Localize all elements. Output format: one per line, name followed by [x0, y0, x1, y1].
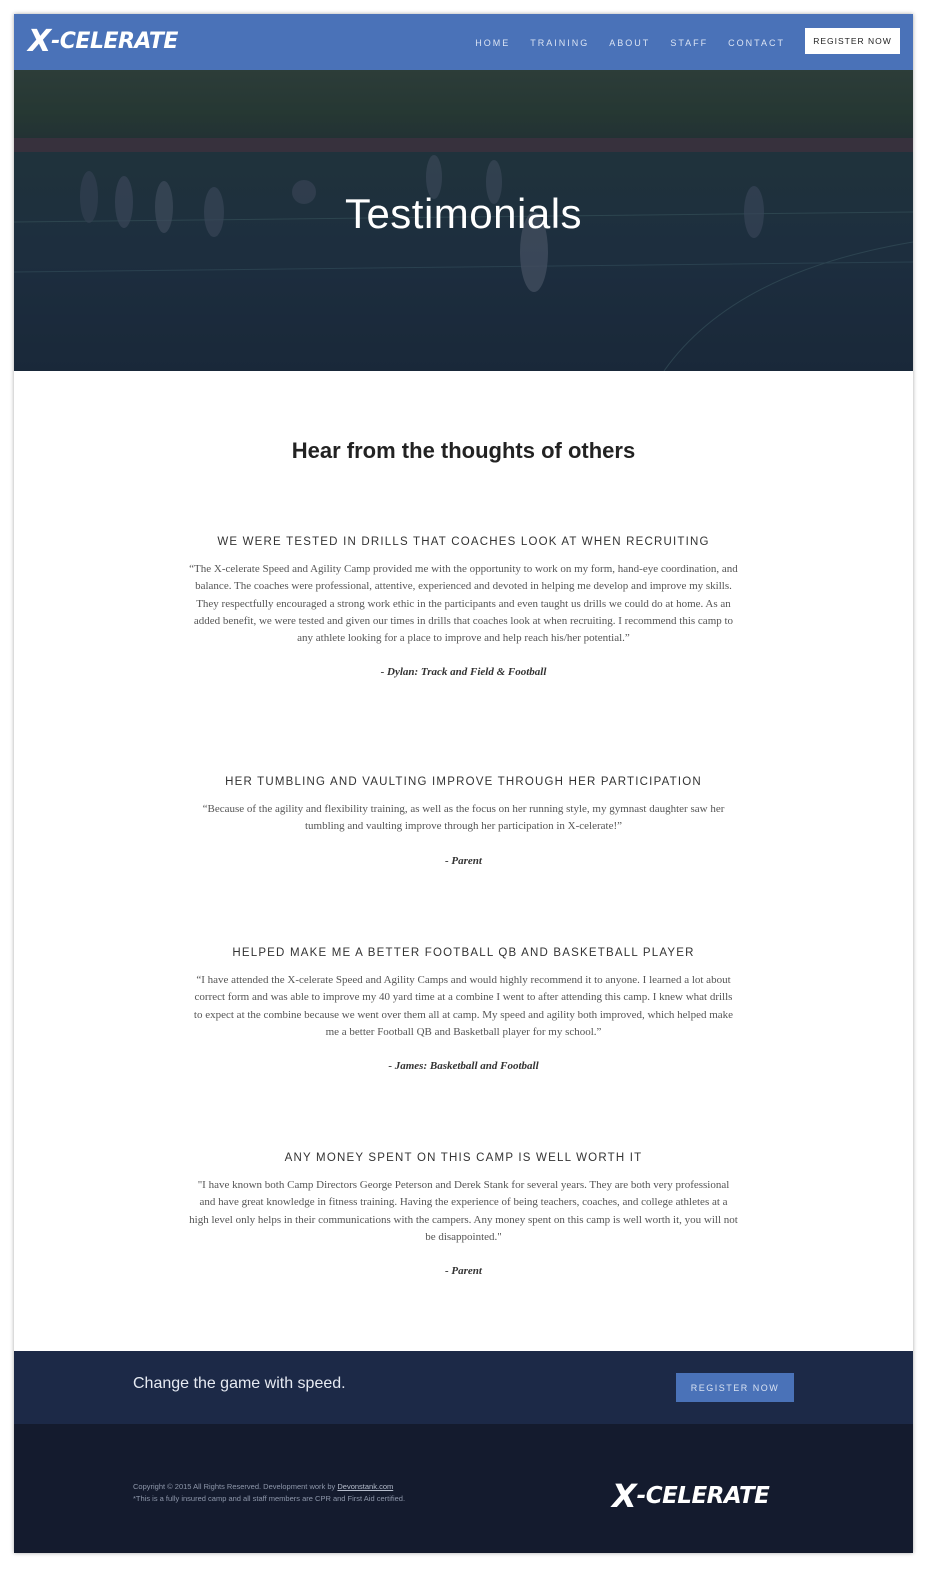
- copyright-block: [133, 1481, 405, 1505]
- testimonial-card: [189, 1150, 738, 1279]
- nav-about[interactable]: ABOUT: [609, 38, 651, 48]
- testimonial-author: - Parent: [445, 1265, 482, 1278]
- testimonial-card: [189, 945, 738, 1074]
- register-now-button[interactable]: REGISTER NOW: [805, 28, 900, 54]
- testimonial-quote: "I have known both Camp Directors George Peterson and Derek Stank for several years. They are both very professional and have great knowledge in fitness training. Having the experience of being teachers, coaches, and college athletes at a high level only helps in their communications with the campers. Any money spent on this camp is well worth it, you will not be disappointed.": [189, 1179, 738, 1243]
- site-header: [14, 14, 913, 70]
- testimonial-card: [189, 534, 738, 680]
- testimonial-quote: “I have attended the X-celerate Speed and Agility Camps and would highly recommend it to anyone. I learned a lot about correct form and was able to improve my 40 yard time at a combine I went to after attending this camp. I knew what drills to expect at the combine because we went over them all at camp. My speed and agility both improved, which helped make me a better Football QB and Basketball player for my school.”: [193, 974, 734, 1038]
- main-nav: [475, 36, 805, 50]
- nav-staff[interactable]: STAFF: [670, 38, 709, 48]
- nav-home[interactable]: HOME: [475, 38, 511, 48]
- logo-wordmark: -CELERATE: [51, 29, 178, 54]
- site-logo[interactable]: [28, 26, 178, 58]
- testimonial-quote: “Because of the agility and flexibility training, as well as the focus on her running style, my gymnast daughter saw her tumbling and vaulting improve through her participation in X-celerate!”: [202, 803, 725, 833]
- nav-training[interactable]: TRAINING: [530, 38, 590, 48]
- copyright-text: Copyright © 2015 All Rights Reserved. Development work by: [133, 1482, 338, 1491]
- hero-banner: [14, 70, 913, 371]
- testimonial-author: - Dylan: Track and Field & Football: [380, 666, 547, 679]
- testimonial-title: HELPED MAKE ME A BETTER FOOTBALL QB AND BASKETBALL PLAYER: [232, 947, 695, 959]
- nav-contact[interactable]: CONTACT: [728, 38, 785, 48]
- copyright-line: [133, 1481, 405, 1493]
- testimonial-title: HER TUMBLING AND VAULTING IMPROVE THROUGH HER PARTICIPATION: [225, 776, 702, 788]
- section-heading: Hear from the thoughts of others: [291, 438, 636, 463]
- cta-band: [14, 1351, 913, 1424]
- testimonial-author: - Parent: [445, 854, 482, 867]
- footer-logo[interactable]: [612, 1477, 770, 1515]
- testimonial-author: - James: Basketball and Football: [388, 1060, 539, 1073]
- testimonial-title: WE WERE TESTED IN DRILLS THAT COACHES LOOK AT WHEN RECRUITING: [217, 536, 710, 548]
- testimonial-quote: “The X-celerate Speed and Agility Camp provided me with the opportunity to work on my form, hand-eye coordination, and balance. The coaches were professional, attentive, experienced and devoted in helping me develop and improve my skills. They respectfully encouraged a strong work ethic in the participants and even taught us drills we could do at home. As an added benefit, we were tested and given our times in drills that coaches look at when recruiting. I recommend this camp to any athlete looking for a place to improve and help reach his/her potential.”: [189, 563, 738, 645]
- cta-register-button[interactable]: REGISTER NOW: [676, 1373, 794, 1402]
- testimonial-title: ANY MONEY SPENT ON THIS CAMP IS WELL WORTH IT: [284, 1152, 643, 1164]
- page-title: Testimonials: [344, 190, 583, 237]
- page-frame: [14, 14, 913, 1553]
- cta-tagline: Change the game with speed.: [133, 1375, 346, 1392]
- footer-logo-wordmark: -CELERATE: [636, 1482, 770, 1509]
- developer-link[interactable]: Devonstank.com: [337, 1482, 394, 1491]
- certification-note: *This is a fully insured camp and all staff members are CPR and First Aid certified.: [133, 1494, 406, 1503]
- testimonial-card: [189, 774, 738, 869]
- footer-logo-x-mark: X: [612, 1477, 636, 1515]
- site-footer: [14, 1424, 913, 1553]
- logo-x-mark: X: [28, 24, 51, 59]
